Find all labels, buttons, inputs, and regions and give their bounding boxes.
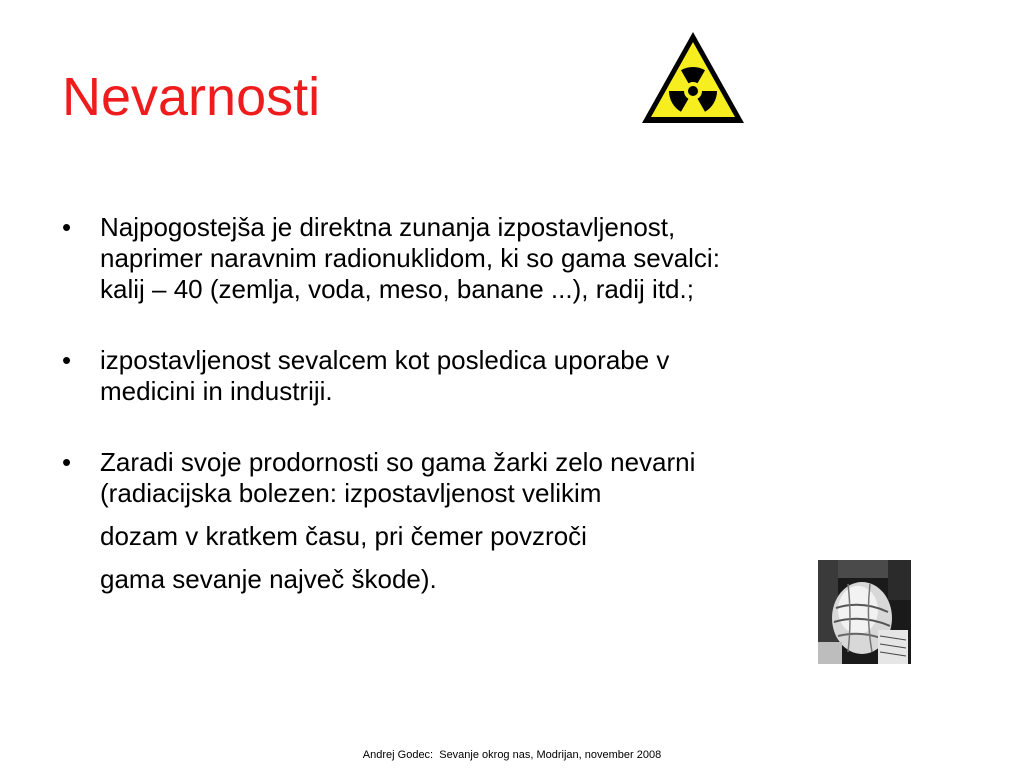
bullet-line: kalij – 40 (zemlja, voda, meso, banane ...), radij itd.; bbox=[100, 274, 694, 304]
bullet-line: (radiacijska bolezen: izpostavljenost velikim bbox=[100, 478, 602, 508]
bullet-item bbox=[62, 345, 942, 407]
slide-title: Nevarnosti bbox=[62, 67, 321, 127]
bullet-item bbox=[62, 212, 942, 305]
bullet-line: Zaradi svoje prodornosti so gama žarki zelo nevarni bbox=[100, 447, 696, 477]
bullet-item bbox=[62, 447, 942, 595]
radiation-hazard-icon bbox=[638, 28, 748, 128]
bullet-list bbox=[62, 212, 942, 635]
bullet-dot: • bbox=[62, 212, 72, 242]
bullet-line: medicini in industriji. bbox=[100, 376, 333, 406]
bullet-line: izpostavljenost sevalcem kot posledica uporabe v bbox=[100, 345, 670, 375]
bullet-line: gama sevanje največ škode). bbox=[100, 564, 437, 594]
bullet-line: Najpogostejša je direktna zunanja izpostavljenost, bbox=[100, 212, 676, 242]
bullet-dot: • bbox=[62, 345, 72, 375]
bullet-line: naprimer naravnim radionuklidom, ki so gama sevalci: bbox=[100, 243, 720, 273]
bullet-dot: • bbox=[62, 447, 72, 477]
bullet-line: dozam v kratkem času, pri čemer povzroči bbox=[100, 521, 587, 551]
radiation-injury-photo bbox=[818, 560, 911, 664]
slide-footer: Andrej Godec: Sevanje okrog nas, Modrijan, november 2008 bbox=[362, 749, 662, 761]
